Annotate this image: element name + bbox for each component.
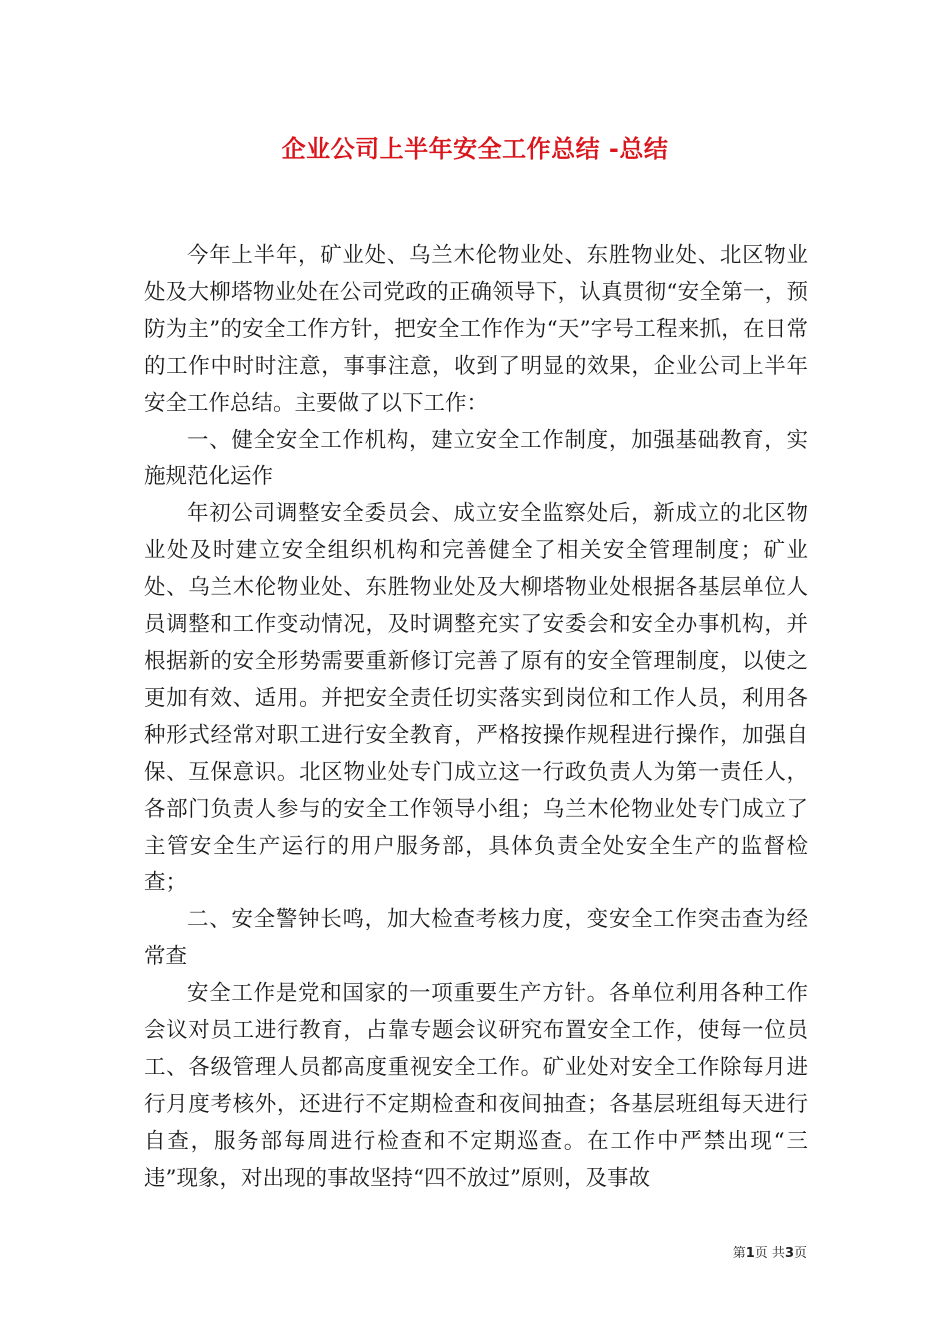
- page-number-footer: [733, 1245, 807, 1263]
- footer-suffix: 页: [793, 1246, 807, 1261]
- document-body: [144, 238, 808, 1198]
- section-heading-1: 一、健全安全工作机构，建立安全工作制度，加强基础教育，实施规范化运作: [144, 427, 808, 490]
- footer-current-page: 1: [745, 1246, 755, 1261]
- footer-total-pages: 3: [784, 1246, 794, 1261]
- paragraph-section-1: 年初公司调整安全委员会、成立安全监察处后，新成立的北区物业处及时建立安全组织机构和完善健全了相关安全管理制度；矿业处、乌兰木伦物业处、东胜物业处及大柳塔物业处根据各基层单位人员调整和工作变动情况，及时调整充实了安委会和安全办事机构，并根据新的安全形势需要重新修订完善了原有的安全管理制度，以使之更加有效、适用。并把安全责任切实落实到岗位和工作人员，利用各种形式经常对职工进行安全教育，严格按操作规程进行操作，加强自保、互保意识。北区物业处专门成立这一行政负责人为第一责任人，各部门负责人参与的安全工作领导小组；乌兰木伦物业处专门成立了主管安全生产运行的用户服务部，具体负责全处安全生产的监督检查；: [144, 501, 808, 896]
- section-heading-2: 二、安全警钟长鸣，加大检查考核力度，变安全工作突击查为经常查: [144, 907, 808, 970]
- footer-middle: 页 共: [754, 1246, 785, 1261]
- paragraph-section-2: 安全工作是党和国家的一项重要生产方针。各单位利用各种工作会议对员工进行教育，占靠专题会议研究布置安全工作，使每一位员工、各级管理人员都高度重视安全工作。矿业处对安全工作除每月进行月度考核外，还进行不定期检查和夜间抽查；各基层班组每天进行自查，服务部每周进行检查和不定期巡查。在工作中严禁出现“三违”现象，对出现的事故坚持“四不放过”原则，及事故: [144, 981, 808, 1191]
- paragraph-intro: 今年上半年，矿业处、乌兰木伦物业处、东胜物业处、北区物业处及大柳塔物业处在公司党政的正确领导下，认真贯彻“安全第一，预防为主”的安全工作方针，把安全工作作为“天”字号工程来抓，在日常的工作中时时注意，事事注意，收到了明显的效果，企业公司上半年安全工作总结。主要做了以下工作：: [144, 243, 808, 416]
- document-title: 企业公司上半年安全工作总结 -总结: [281, 135, 669, 163]
- footer-prefix: 第: [732, 1246, 746, 1261]
